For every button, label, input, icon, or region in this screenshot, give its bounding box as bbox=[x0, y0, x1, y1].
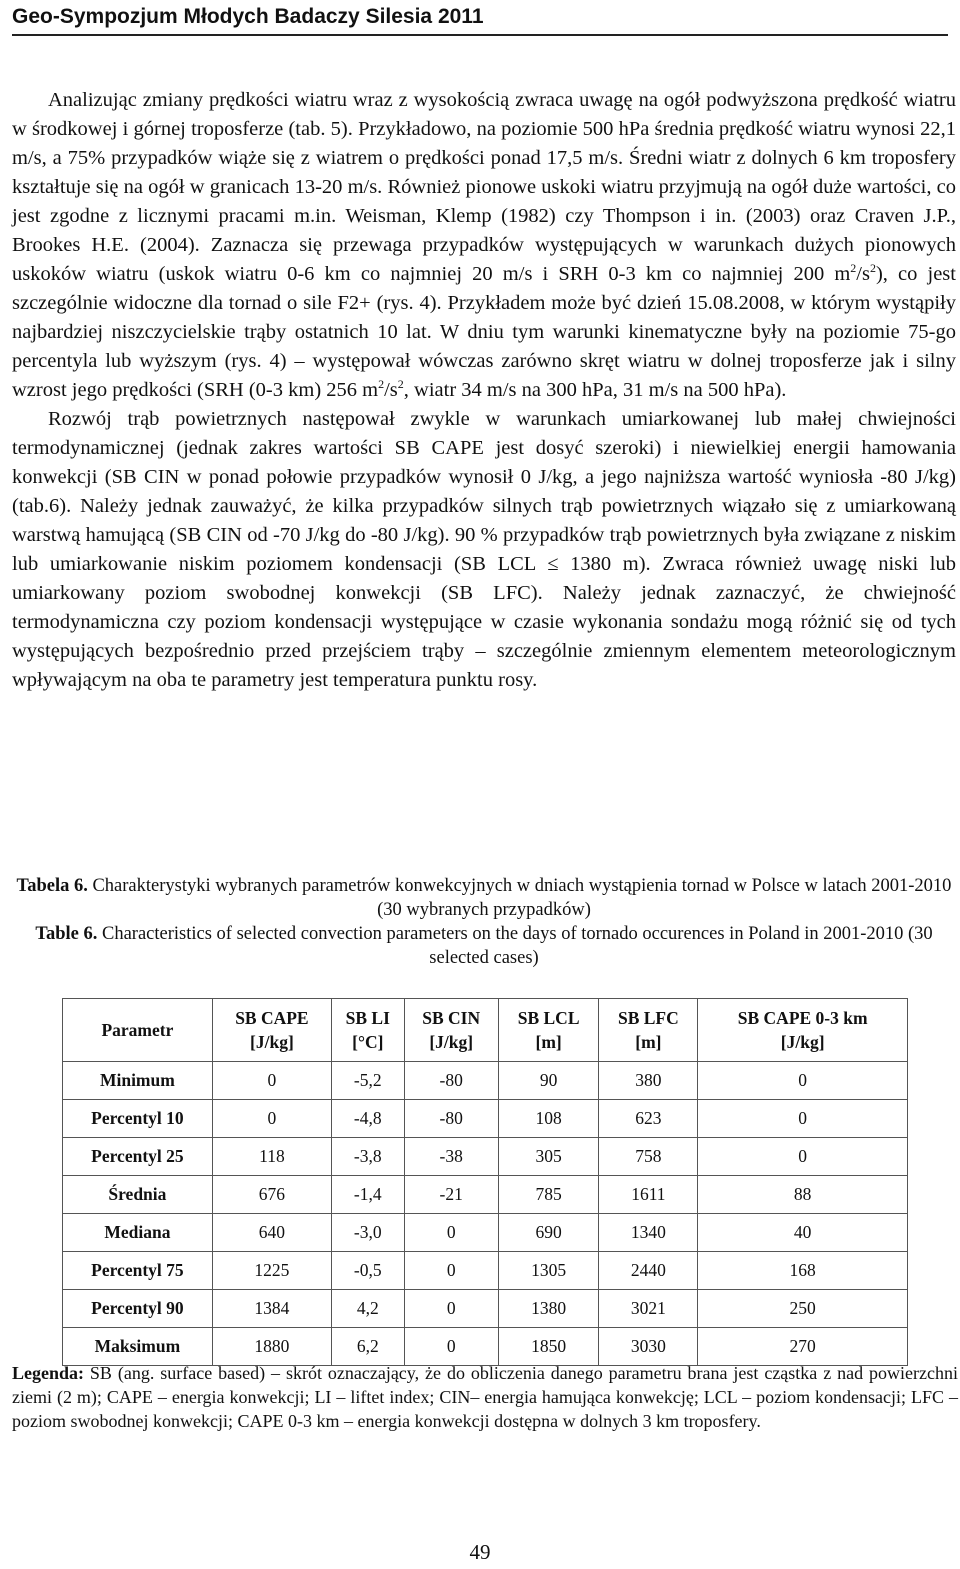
column-header bbox=[498, 999, 599, 1062]
table-cell: -5,2 bbox=[332, 1062, 405, 1100]
caption-english-text: Characteristics of selected convection parameters on the days of tornado occurences in Poland in 2001-2010 (30 selected cases) bbox=[101, 924, 933, 968]
table-cell: 380 bbox=[599, 1062, 698, 1100]
column-header-name: SB CAPE bbox=[235, 1008, 309, 1028]
table-cell: 0 bbox=[698, 1138, 908, 1176]
table-cell: -3,8 bbox=[332, 1138, 405, 1176]
page-number: 49 bbox=[469, 1540, 491, 1564]
table-cell: 6,2 bbox=[332, 1328, 405, 1366]
row-label: Percentyl 10 bbox=[63, 1100, 213, 1138]
legend-label: Legenda: bbox=[12, 1363, 84, 1383]
column-header bbox=[698, 999, 908, 1062]
column-header-unit: [J/kg] bbox=[429, 1032, 474, 1052]
convection-parameters-table bbox=[62, 998, 908, 1366]
table-cell: 0 bbox=[698, 1062, 908, 1100]
column-header-unit: [m] bbox=[635, 1032, 662, 1052]
table-row bbox=[63, 1176, 908, 1214]
table-cell: 1340 bbox=[599, 1214, 698, 1252]
table-cell: 270 bbox=[698, 1328, 908, 1366]
column-header-unit: [m] bbox=[535, 1032, 562, 1052]
row-label: Percentyl 90 bbox=[63, 1290, 213, 1328]
table-cell: 640 bbox=[212, 1214, 331, 1252]
table-row bbox=[63, 1062, 908, 1100]
column-header-name: Parametr bbox=[101, 1020, 174, 1040]
paragraph-wind-part-b: /s bbox=[856, 263, 870, 285]
table-cell: 1384 bbox=[212, 1290, 331, 1328]
table-cell: 785 bbox=[498, 1176, 599, 1214]
table-row bbox=[63, 1138, 908, 1176]
table-cell: 0 bbox=[404, 1214, 498, 1252]
table-cell: -80 bbox=[404, 1062, 498, 1100]
table-cell: -0,5 bbox=[332, 1252, 405, 1290]
table-cell: 676 bbox=[212, 1176, 331, 1214]
column-header-unit: [J/kg] bbox=[780, 1032, 825, 1052]
table-row bbox=[63, 1214, 908, 1252]
table-cell: 758 bbox=[599, 1138, 698, 1176]
table-cell: 3030 bbox=[599, 1328, 698, 1366]
superscript: 2 bbox=[397, 377, 404, 392]
table-cell: 1611 bbox=[599, 1176, 698, 1214]
table-cell: 4,2 bbox=[332, 1290, 405, 1328]
caption-polish bbox=[12, 874, 956, 922]
column-header bbox=[63, 999, 213, 1062]
table-cell: 108 bbox=[498, 1100, 599, 1138]
table-cell: 2440 bbox=[599, 1252, 698, 1290]
table-header-row bbox=[63, 999, 908, 1062]
table-caption bbox=[12, 874, 956, 970]
table-cell: 0 bbox=[404, 1252, 498, 1290]
column-header bbox=[599, 999, 698, 1062]
caption-english-label: Table 6. bbox=[35, 924, 98, 944]
table-row bbox=[63, 1100, 908, 1138]
table-cell: 118 bbox=[212, 1138, 331, 1176]
table-cell: -21 bbox=[404, 1176, 498, 1214]
row-label: Maksimum bbox=[63, 1328, 213, 1366]
table-row bbox=[63, 1328, 908, 1366]
row-label: Percentyl 25 bbox=[63, 1138, 213, 1176]
table-legend bbox=[12, 1361, 958, 1433]
paragraph-wind-part-a: Analizując zmiany prędkości wiatru wraz z wysokością zwraca uwagę na ogół podwyższona prędkość wiatru w środkowej i górnej troposferze (tab. 5). Przykładowo, na poziomie 500 hPa średnia prędkość wiatru wynosi 22,1 m/s, a 75% przypadków wiąże się z wiatrem o prędkości ponad 17,5 m/s. Średni wiatr z dolnych 6 km troposfery kształtuje się na ogół w granicach 13-20 m/s. Również pionowe uskoki wiatru przyjmują na ogół duże wartości, co jest zgodne z licznymi pracami m.in. Weisman, Klemp (1982) czy Thompson i in. (2003) oraz Craven J.P., Brookes H.E. (2004). Zaznacza się przewaga przypadków występujących w warunkach dużych pionowych uskoków wiatru (uskok wiatru 0-6 km co najmniej 20 m/s i SRH 0-3 km co najmniej 200 m bbox=[12, 89, 956, 285]
column-header-name: SB LFC bbox=[617, 1008, 679, 1028]
table-cell: 1305 bbox=[498, 1252, 599, 1290]
table-cell: 0 bbox=[212, 1062, 331, 1100]
superscript: 2 bbox=[378, 377, 385, 392]
table-cell: 88 bbox=[698, 1176, 908, 1214]
column-header-name: SB CAPE 0-3 km bbox=[737, 1008, 868, 1028]
row-label: Średnia bbox=[63, 1176, 213, 1214]
table-cell: 40 bbox=[698, 1214, 908, 1252]
table-row bbox=[63, 1290, 908, 1328]
column-header-name: SB CIN bbox=[422, 1008, 481, 1028]
table-cell: 0 bbox=[212, 1100, 331, 1138]
table-cell: -1,4 bbox=[332, 1176, 405, 1214]
table-cell: 690 bbox=[498, 1214, 599, 1252]
table-cell: -3,0 bbox=[332, 1214, 405, 1252]
column-header-unit: [J/kg] bbox=[250, 1032, 294, 1052]
table-cell: -38 bbox=[404, 1138, 498, 1176]
table-cell: 1380 bbox=[498, 1290, 599, 1328]
column-header-unit: [°C] bbox=[352, 1032, 384, 1052]
table-cell: 0 bbox=[404, 1328, 498, 1366]
superscript: 2 bbox=[869, 261, 876, 276]
column-header bbox=[332, 999, 405, 1062]
table-cell: 623 bbox=[599, 1100, 698, 1138]
paragraph-wind bbox=[12, 86, 956, 405]
caption-english bbox=[12, 922, 956, 970]
table-body bbox=[63, 1062, 908, 1366]
running-header bbox=[12, 4, 948, 36]
caption-polish-text: Charakterystyki wybranych parametrów konwekcyjnych w dniach wystąpienia tornad w Polsce w latach 2001-2010 (30 wybranych przypadków) bbox=[92, 876, 952, 920]
table-cell: 250 bbox=[698, 1290, 908, 1328]
row-label: Minimum bbox=[63, 1062, 213, 1100]
table-cell: 1880 bbox=[212, 1328, 331, 1366]
table-cell: 3021 bbox=[599, 1290, 698, 1328]
paragraph-wind-part-e: , wiatr 34 m/s na 300 hPa, 31 m/s na 500 hPa). bbox=[403, 379, 787, 401]
table-cell: 0 bbox=[404, 1290, 498, 1328]
table-cell: 305 bbox=[498, 1138, 599, 1176]
legend-text: SB (ang. surface based) – skrót oznaczający, że do obliczenia danego parametru brana jest cząstka z nad powierzchni ziemi (2 m); CAPE – energia konwekcji; LI – liftet index; CIN– energia hamująca konwekcję; LCL – poziom kondensacji; LFC – poziom swobodnej konwekcji; CAPE 0-3 km – energia konwekcji dostępna w dolnych 3 km troposfery. bbox=[12, 1363, 958, 1431]
column-header-name: SB LI bbox=[345, 1008, 390, 1028]
paragraph-wind-part-d: /s bbox=[384, 379, 398, 401]
header-title: Geo-Sympozjum Młodych Badaczy Silesia 2011 bbox=[12, 5, 484, 28]
table-row bbox=[63, 1252, 908, 1290]
table-cell: 0 bbox=[698, 1100, 908, 1138]
paragraph-wind-part-c: ), co jest szczególnie widoczne dla tornad o sile F2+ (rys. 4). Przykładem może być dzień 15.08.2008, w którym wystąpiły najbardziej niszczycielskie trąby ostatnich 10 lat. W dniu tym warunki kinematyczne były na poziomie 75-go percentyla lub wyższym (rys. 4) – występował wówczas zarówno skręt wiatru w dolnej troposferze jak i silny wzrost jego prędkości (SRH (0-3 km) 256 m bbox=[12, 263, 956, 401]
table-cell: 90 bbox=[498, 1062, 599, 1100]
superscript: 2 bbox=[850, 261, 857, 276]
table-cell: 168 bbox=[698, 1252, 908, 1290]
row-label: Percentyl 75 bbox=[63, 1252, 213, 1290]
caption-polish-label: Tabela 6. bbox=[16, 876, 88, 896]
table-cell: -80 bbox=[404, 1100, 498, 1138]
table-cell: -4,8 bbox=[332, 1100, 405, 1138]
row-label: Mediana bbox=[63, 1214, 213, 1252]
column-header bbox=[404, 999, 498, 1062]
table-cell: 1225 bbox=[212, 1252, 331, 1290]
column-header bbox=[212, 999, 331, 1062]
table-cell: 1850 bbox=[498, 1328, 599, 1366]
body-text bbox=[12, 86, 956, 695]
column-header-name: SB LCL bbox=[517, 1008, 580, 1028]
paragraph-instability: Rozwój trąb powietrznych następował zwykle w warunkach umiarkowanej lub małej chwiejności termodynamicznej (jednak zakres wartości SB CAPE jest dosyć szeroki) i niewielkiej energii hamowania konwekcji (SB CIN w ponad połowie przypadków wynosił 0 J/kg, a jego najniższa wartość wyniosła -80 J/kg) (tab.6). Należy jednak zauważyć, że kilka przypadków silnych trąb powietrznych wiązało się z umiarkowaną warstwą hamującą (SB CIN od -70 J/kg do -80 J/kg). 90 % przypadków trąb powietrznych była związane z niskim lub umiarkowanie niskim poziomem kondensacji (SB LCL ≤ 1380 m). Zwraca również uwagę niski lub umiarkowany poziom swobodnej konwekcji (SB LFC). Należy jednak zaznaczyć, że chwiejność termodynamiczna czy poziom kondensacji występujące w czasie wykonania sondażu mogą różnić się od tych występujących bezpośrednio przed przejściem trąby – szczególnie zmiennym elementem meteorologicznym wpływającym na oba te parametry jest temperatura punktu rosy. bbox=[12, 408, 956, 691]
